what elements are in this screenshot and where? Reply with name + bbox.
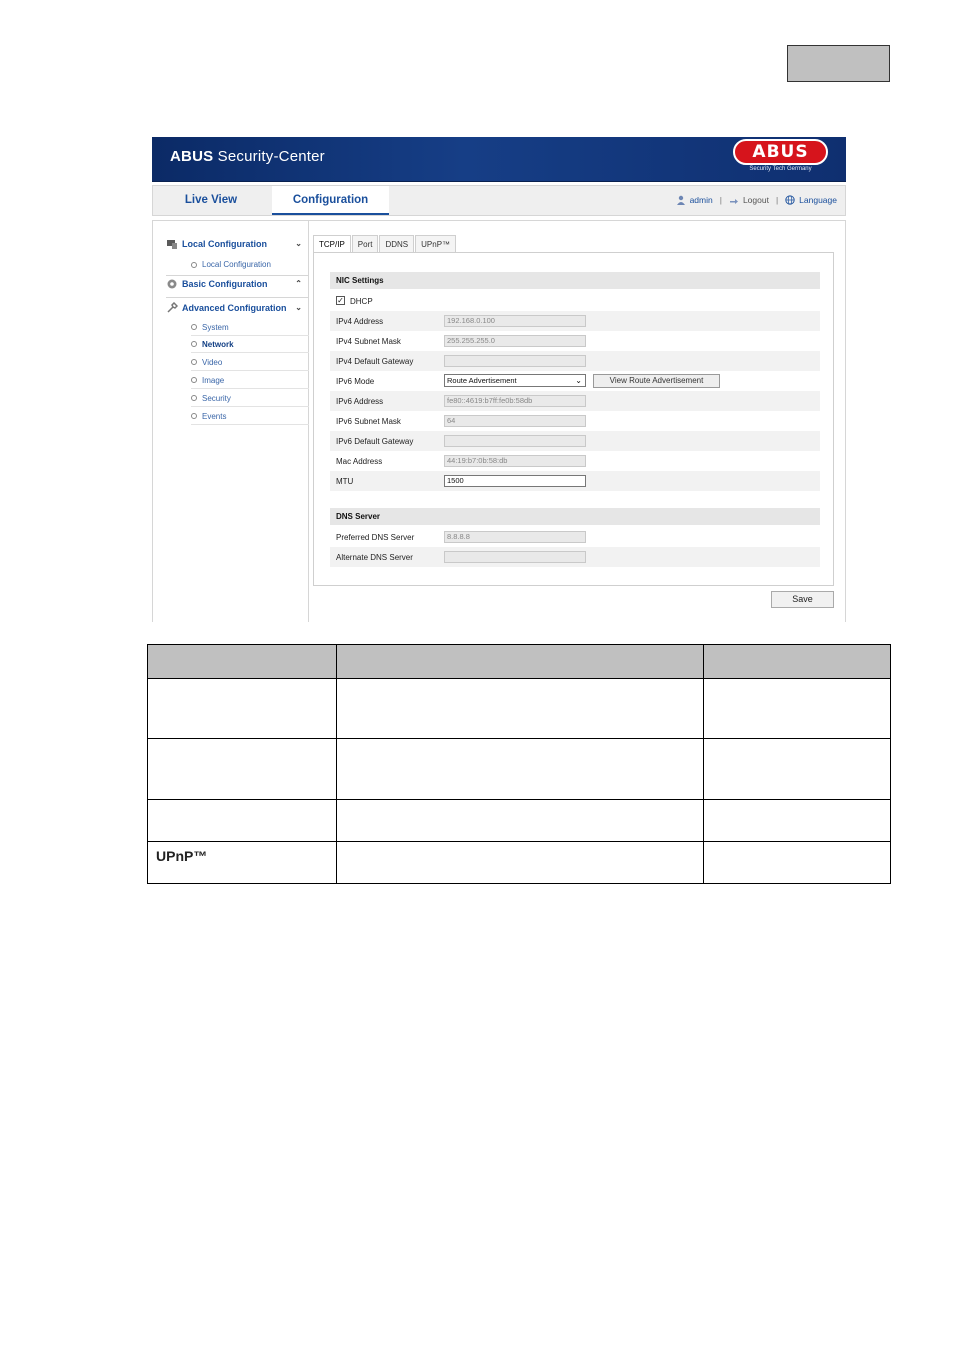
ipv6-subnet-field[interactable]: 64	[444, 415, 586, 427]
table-cell	[704, 800, 891, 842]
settings-tabs	[313, 235, 457, 253]
user-links	[676, 195, 837, 205]
ipv4-address-field[interactable]: 192.168.0.100	[444, 315, 586, 327]
view-route-advertisement-button[interactable]: View Route Advertisement	[593, 374, 720, 388]
bullet-icon	[191, 359, 197, 365]
logout-link[interactable]: Logout	[742, 195, 769, 205]
mac-address-field[interactable]: 44:19:b7:0b:58:db	[444, 455, 586, 467]
language-link[interactable]: Language	[799, 195, 837, 205]
field-label: IPv6 Subnet Mask	[336, 417, 401, 426]
table-cell	[336, 679, 703, 739]
table-cell	[148, 800, 337, 842]
gear-icon	[166, 278, 178, 290]
table-row	[148, 842, 891, 884]
ipv6-mode-select[interactable]: Route Advertisement ⌄	[444, 374, 586, 387]
bullet-icon	[191, 262, 197, 268]
mtu-row	[330, 471, 820, 491]
sidebar-item-security[interactable]: Security	[191, 390, 309, 407]
tab-live-view[interactable]: Live View	[184, 194, 238, 206]
ipv6-address-row	[330, 391, 820, 411]
table-header-cell	[336, 645, 703, 679]
table-header-cell	[148, 645, 337, 679]
ipv4-subnet-row	[330, 331, 820, 351]
sidebar-item-system[interactable]: System	[191, 319, 309, 336]
preferred-dns-row	[330, 527, 820, 547]
sidebar-local-configuration[interactable]: Local Configuration ⌄	[166, 234, 309, 254]
sidebar-item-events[interactable]: Events	[191, 408, 309, 425]
monitor-icon	[166, 238, 178, 250]
ipv6-subnet-row	[330, 411, 820, 431]
dhcp-checkbox[interactable]: ✓	[337, 296, 344, 305]
field-label: MTU	[336, 477, 354, 486]
user-icon	[676, 195, 686, 205]
abus-logo: ABUS	[733, 139, 828, 165]
tab-upnp[interactable]: UPnP™	[415, 235, 456, 253]
preferred-dns-field[interactable]: 8.8.8.8	[444, 531, 586, 543]
table-header-row	[148, 645, 891, 679]
bullet-icon	[191, 377, 197, 383]
sidebar	[153, 221, 309, 622]
sidebar-advanced-configuration[interactable]: Advanced Configuration ⌄	[166, 298, 309, 318]
field-label: Alternate DNS Server	[336, 553, 413, 562]
separator: |	[719, 195, 722, 205]
globe-icon	[785, 195, 795, 205]
main-panel	[313, 221, 846, 622]
sidebar-basic-configuration[interactable]: Basic Configuration ⌃	[166, 274, 309, 294]
table-cell	[704, 679, 891, 739]
field-label: IPv6 Address	[336, 397, 384, 406]
table-row	[148, 739, 891, 800]
tab-port[interactable]: Port	[352, 235, 379, 253]
field-label: IPv4 Default Gateway	[336, 357, 414, 366]
app-title: ABUS Security-Center	[170, 148, 325, 165]
bullet-icon	[191, 324, 197, 330]
chevron-down-icon: ⌄	[575, 376, 582, 385]
ipv4-gateway-field[interactable]	[444, 355, 586, 367]
logo-tagline: Security Tech Germany	[749, 166, 812, 172]
sidebar-item-network[interactable]: Network	[191, 336, 309, 353]
bullet-icon	[191, 413, 197, 419]
chevron-down-icon: ⌄	[295, 303, 302, 312]
alternate-dns-row	[330, 547, 820, 567]
field-label: Preferred DNS Server	[336, 533, 415, 542]
app-banner	[152, 137, 846, 182]
bullet-icon	[191, 395, 197, 401]
tab-configuration[interactable]: Configuration	[272, 186, 389, 215]
alternate-dns-field[interactable]	[444, 551, 586, 563]
dhcp-row	[330, 291, 820, 311]
table-row	[148, 800, 891, 842]
chevron-down-icon: ⌄	[295, 239, 302, 248]
table-cell	[148, 679, 337, 739]
logout-icon	[729, 195, 739, 205]
wrench-icon	[166, 302, 178, 314]
tcpip-panel	[313, 252, 834, 586]
sidebar-item-local-configuration[interactable]: Local Configuration	[191, 256, 309, 273]
content-area	[152, 220, 846, 622]
ipv6-gateway-row	[330, 431, 820, 451]
description-table	[147, 644, 891, 884]
page-number-box	[787, 45, 890, 82]
mtu-field[interactable]: 1500	[444, 475, 586, 487]
separator: |	[775, 195, 779, 205]
ipv4-address-row	[330, 311, 820, 331]
ipv4-gateway-row	[330, 351, 820, 371]
field-label: IPv4 Address	[336, 317, 384, 326]
table-cell	[148, 739, 337, 800]
top-navbar	[152, 185, 846, 216]
table-cell	[704, 739, 891, 800]
field-label: IPv6 Mode	[336, 377, 375, 386]
tab-tcp-ip[interactable]: TCP/IP	[313, 235, 351, 253]
dhcp-label: DHCP	[350, 297, 373, 306]
mac-address-row	[330, 451, 820, 471]
ipv6-mode-row	[330, 371, 820, 391]
field-label: IPv4 Subnet Mask	[336, 337, 401, 346]
tab-ddns[interactable]: DDNS	[379, 235, 414, 253]
ipv4-subnet-field[interactable]: 255.255.255.0	[444, 335, 586, 347]
user-name-link[interactable]: admin	[689, 195, 713, 205]
table-header-cell	[704, 645, 891, 679]
table-row	[148, 679, 891, 739]
bullet-icon	[191, 341, 197, 347]
table-cell	[704, 842, 891, 884]
web-ui-screenshot	[152, 137, 846, 622]
table-cell: UPnP™	[148, 842, 337, 884]
ipv6-address-field[interactable]: fe80::4619:b7ff:fe0b:58db	[444, 395, 586, 407]
field-label: Mac Address	[336, 457, 383, 466]
ipv6-gateway-field[interactable]	[444, 435, 586, 447]
dns-server-heading: DNS Server	[330, 508, 820, 525]
save-button[interactable]: Save	[771, 591, 834, 608]
nic-settings-heading: NIC Settings	[330, 272, 820, 289]
field-label: IPv6 Default Gateway	[336, 437, 414, 446]
table-cell	[336, 800, 703, 842]
sidebar-item-video[interactable]: Video	[191, 354, 309, 371]
sidebar-item-image[interactable]: Image	[191, 372, 309, 389]
table-cell	[336, 739, 703, 800]
chevron-up-icon: ⌃	[295, 279, 302, 288]
table-cell	[336, 842, 703, 884]
